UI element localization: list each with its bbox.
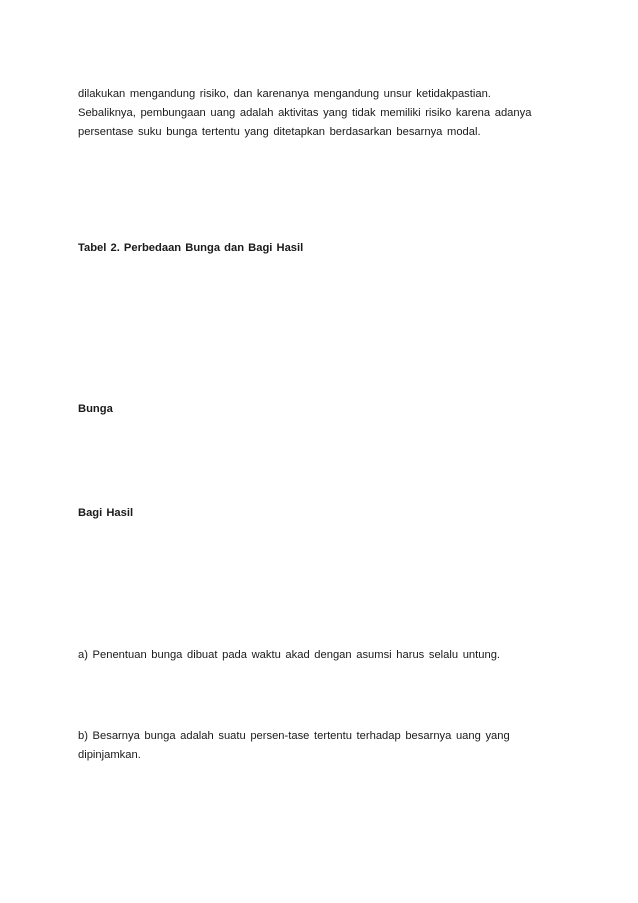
paragraph-line-3: persentase suku bunga tertentu yang ditetapkan berdasarkan besarnya modal. xyxy=(78,126,481,138)
column-header-bunga: Bunga xyxy=(78,403,113,415)
column-header-bagi-hasil: Bagi Hasil xyxy=(78,507,134,519)
list-item-b-line-1: b) Besarnya bunga adalah suatu persen-tase tertentu terhadap besarnya uang yang xyxy=(78,730,510,742)
paragraph-line-1: dilakukan mengandung risiko, dan karenanya mengandung unsur ketidakpastian. xyxy=(78,88,491,100)
list-item-b-line-2: dipinjamkan. xyxy=(78,749,141,761)
list-item-a: a) Penentuan bunga dibuat pada waktu akad dengan asumsi harus selalu untung. xyxy=(78,649,501,661)
paragraph-line-2: Sebaliknya, pembungaan uang adalah aktivitas yang tidak memiliki risiko karena adanya xyxy=(78,107,532,119)
table-caption: Tabel 2. Perbedaan Bunga dan Bagi Hasil xyxy=(78,242,304,254)
